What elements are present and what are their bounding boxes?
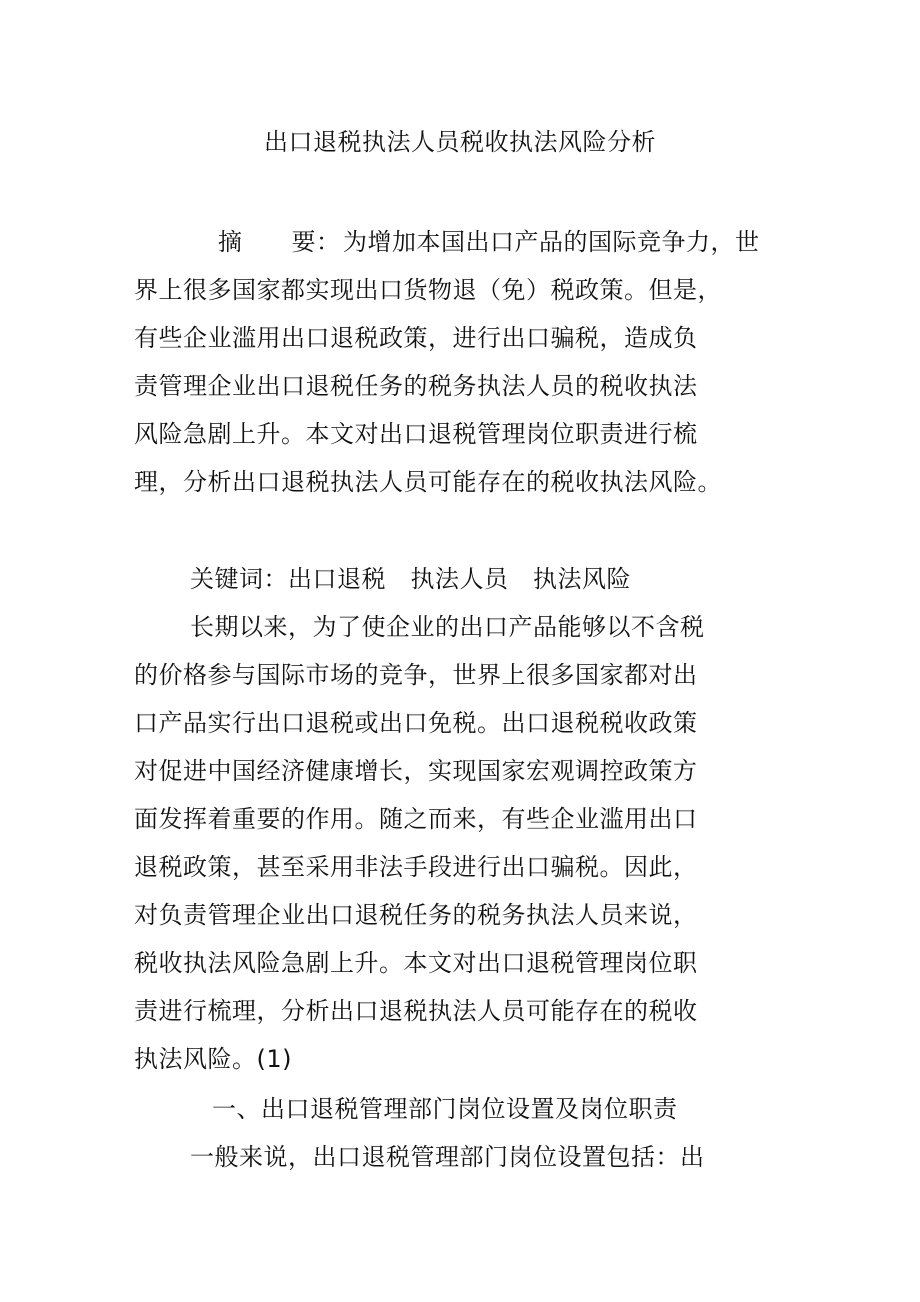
body-paragraph-line: 执法风险。(1) — [134, 1045, 292, 1073]
body-paragraph-line: 责进行梳理，分析出口退税执法人员可能存在的税收 — [134, 997, 698, 1025]
abstract-line: 为增加本国出口产品的国际竞争力，世 — [343, 228, 760, 256]
keywords-line: 关键词：出口退税 执法人员 执法风险 — [190, 565, 631, 593]
body-paragraph-line: 一般来说，出口退税管理部门岗位设置包括：出 — [190, 1143, 705, 1171]
document-title: 出口退税执法人员税收执法风险分析 — [264, 128, 656, 156]
abstract-line: 责管理企业出口退税任务的税务执法人员的税收执法 — [134, 372, 698, 400]
body-paragraph-line: 对负责管理企业出口退税任务的税务执法人员来说， — [134, 901, 698, 929]
abstract-label: 摘 要： — [218, 228, 341, 256]
body-paragraph-line: 口产品实行出口退税或出口免税。出口退税税收政策 — [134, 709, 698, 737]
abstract-line: 理，分析出口退税执法人员可能存在的税收执法风险。 — [134, 468, 722, 496]
section-heading: 一、出口退税管理部门岗位设置及岗位职责 — [212, 1095, 678, 1123]
body-paragraph-line: 对促进中国经济健康增长，实现国家宏观调控政策方 — [134, 757, 698, 785]
body-paragraph-line: 税收执法风险急剧上升。本文对出口退税管理岗位职 — [134, 949, 698, 977]
body-paragraph-line: 退税政策，甚至采用非法手段进行出口骗税。因此， — [134, 853, 698, 881]
body-paragraph-line: 的价格参与国际市场的竞争，世界上很多国家都对出 — [134, 661, 698, 689]
abstract-line: 有些企业滥用出口退税政策，进行出口骗税，造成负 — [134, 324, 698, 352]
abstract-line: 界上很多国家都实现出口货物退（免）税政策。但是， — [134, 276, 722, 304]
body-paragraph-line: 面发挥着重要的作用。随之而来，有些企业滥用出口 — [134, 805, 698, 833]
body-paragraph-line: 长期以来，为了使企业的出口产品能够以不含税 — [190, 613, 705, 641]
abstract-line: 风险急剧上升。本文对出口退税管理岗位职责进行梳 — [134, 420, 698, 448]
